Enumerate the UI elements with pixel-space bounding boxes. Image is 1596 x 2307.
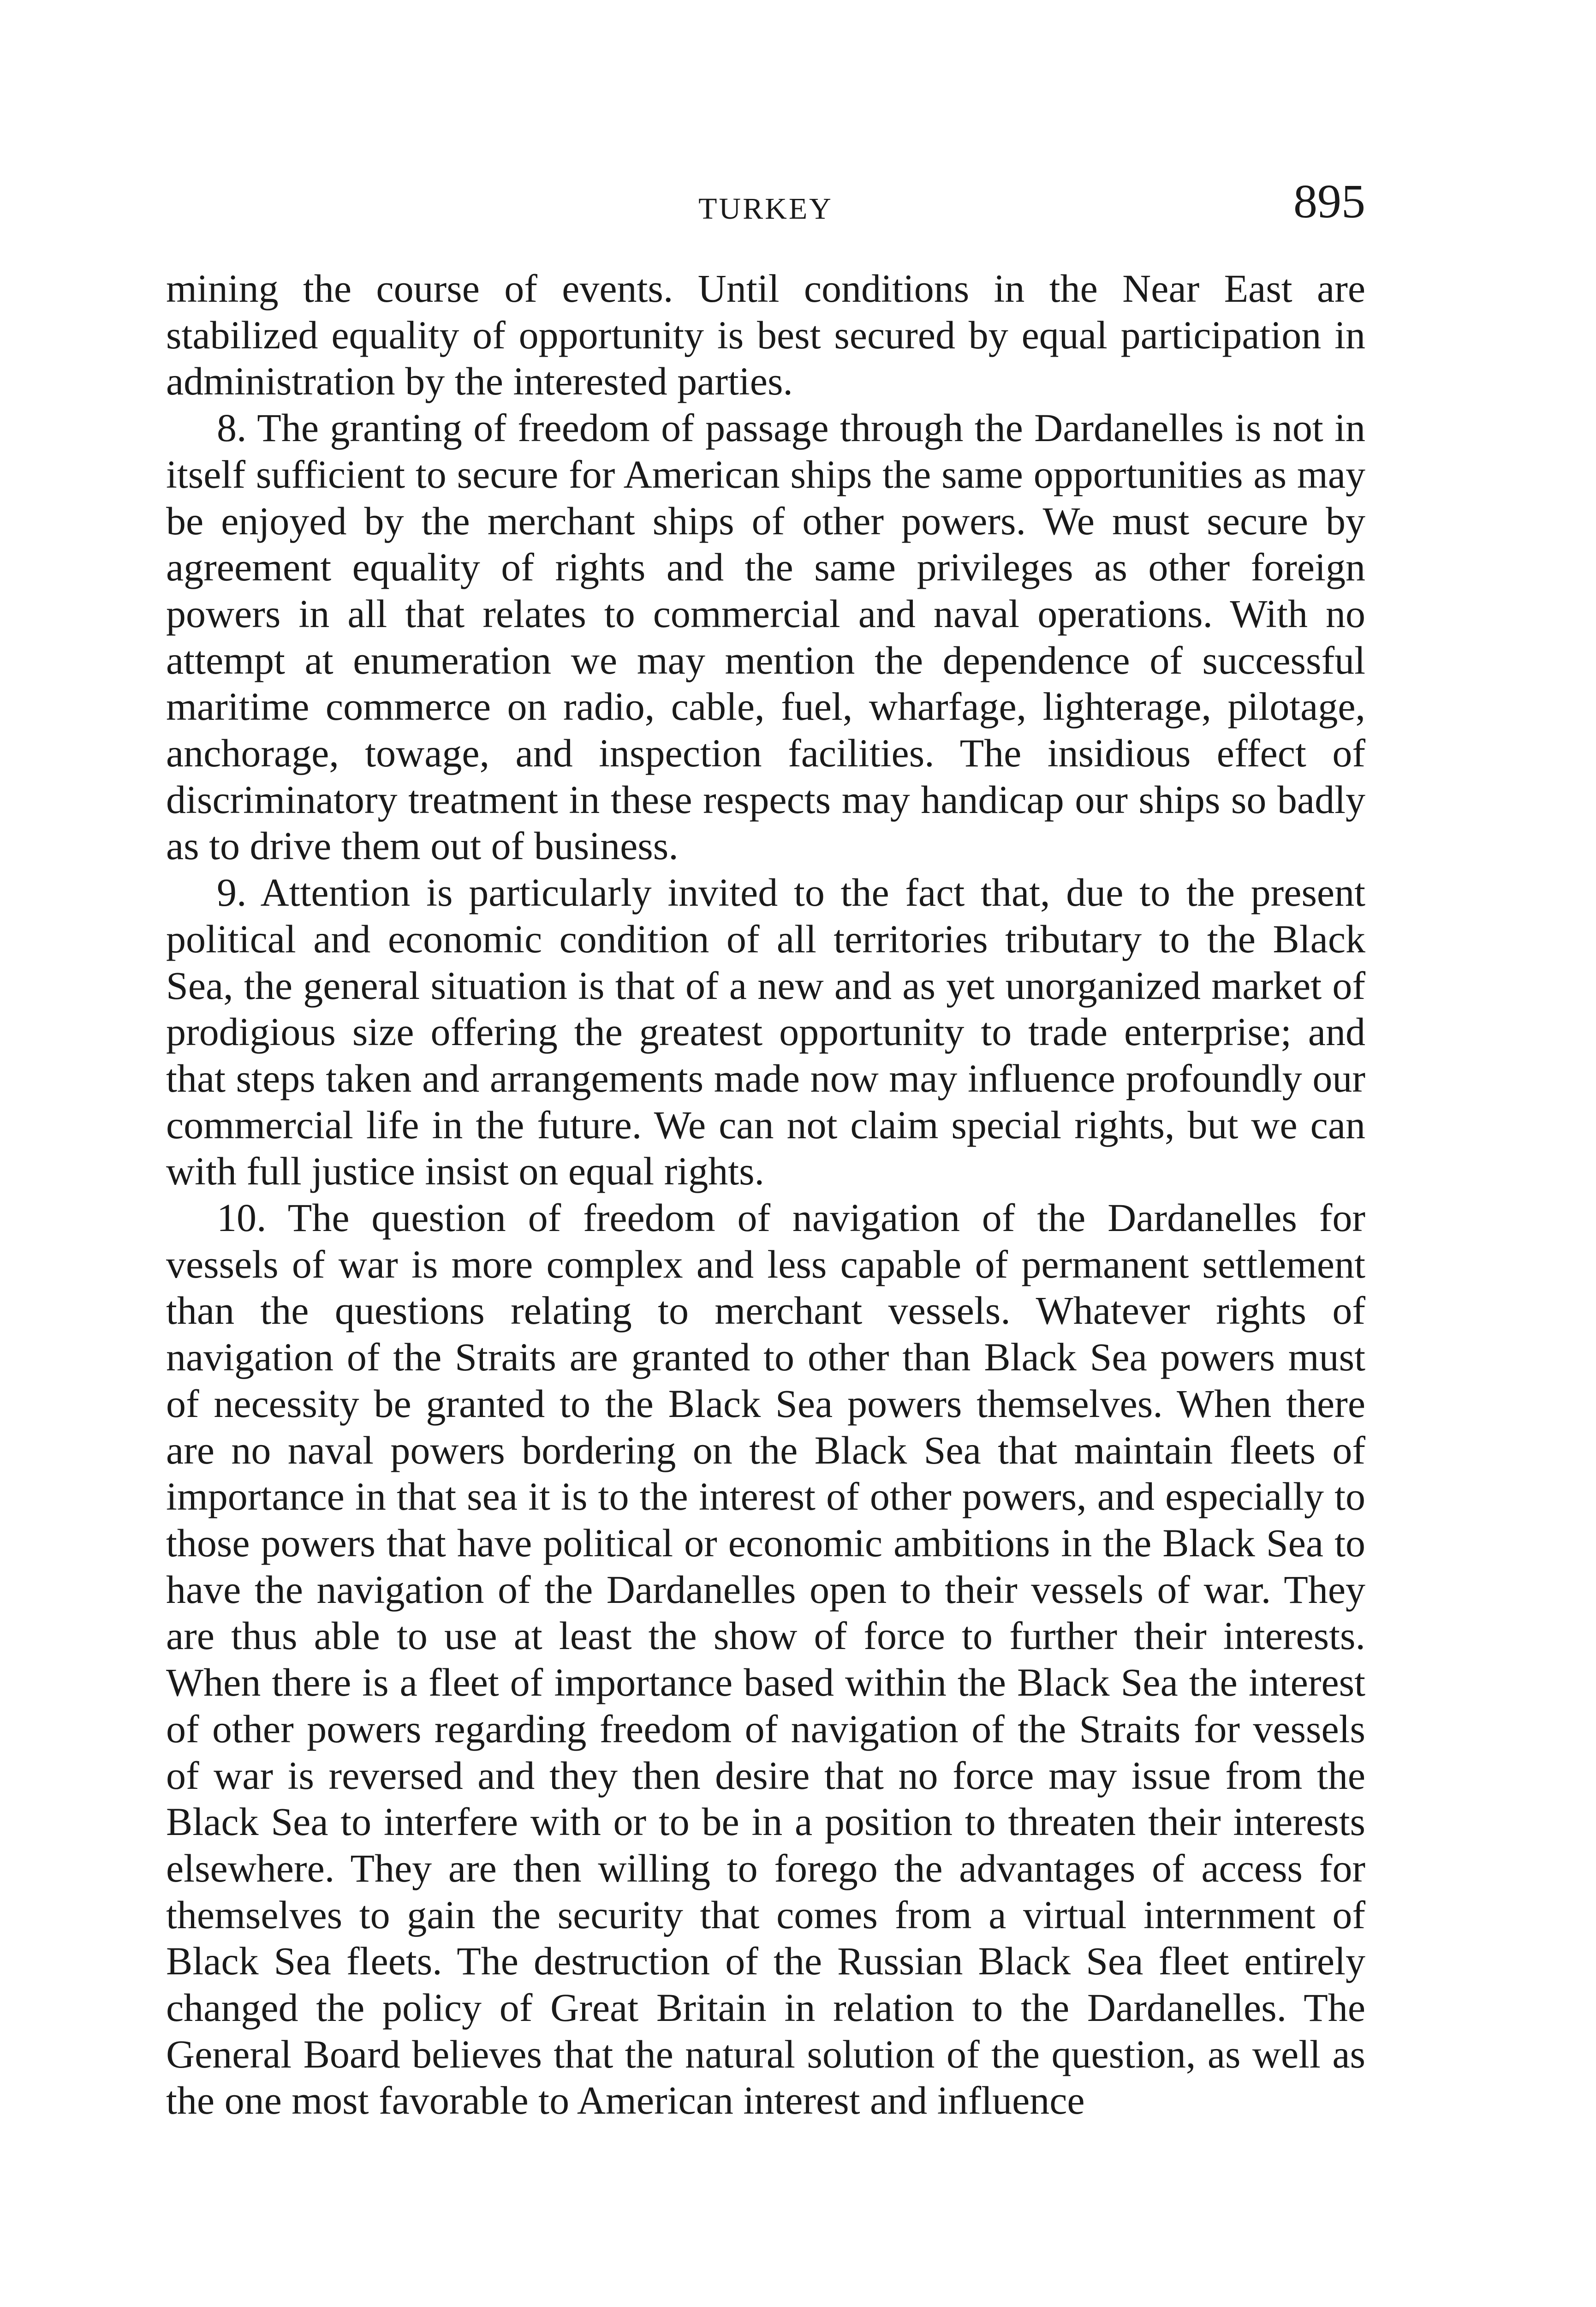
paragraph-8: 8. The granting of freedom of passage through the Dardanelles is not in itself sufficient to secure for American ships the same opportunities as may be enjoyed by the merchant ships of other powers. We must secure by agreement equality of rights and the same privileges as other foreign powers in all that relates to commercial and naval operations. With no attempt at enumeration we may mention the dependence of successful maritime commerce on radio, cable, fuel, wharfage, lighterage, pilotage, anchorage, towage, and inspection facilities. The insidious effect of discriminatory treatment in these respects may handicap our ships so badly as to drive them out of business.: [166, 406, 1365, 868]
running-title: TURKEY: [698, 192, 833, 226]
paragraph-continuation: mining the course of events. Until conditions in the Near East are stabilized equality of opportunity is best secured by equal participation in administration by the interested parties.: [166, 266, 1365, 404]
page-number: 895: [1293, 175, 1365, 228]
running-header: [166, 175, 1365, 238]
body-text: [166, 265, 1365, 2124]
paragraph-9: 9. Attention is particularly invited to the fact that, due to the present political and economic condition of all territories tributary to the Black Sea, the general situation is that of a new and as yet unorganized market of prodigious size offering the greatest opportunity to trade enterprise; and that steps taken and arrangements made now may influence profoundly our commercial life in the future. We can not claim special rights, but we can with full justice insist on equal rights.: [166, 870, 1365, 1194]
paragraph-10: 10. The question of freedom of navigation of the Dardanelles for vessels of war is more complex and less capable of permanent settlement than the questions relating to merchant vessels. Whatever rights of navigation of the Straits are granted to other than Black Sea powers must of necessity be granted to the Black Sea powers themselves. When there are no naval powers bordering on the Black Sea that maintain fleets of importance in that sea it is to the interest of other powers, and especially to those powers that have political or economic ambitions in the Black Sea to have the navigation of the Dardanelles open to their vessels of war. They are thus able to use at least the show of force to further their interests. When there is a fleet of importance based within the Black Sea the interest of other powers regarding freedom of navigation of the Straits for vessels of war is reversed and they then desire that no force may issue from the Black Sea to interfere with or to be in a position to threaten their interests elsewhere. They are then willing to forego the advantages of access for themselves to gain the security that comes from a virtual internment of Black Sea fleets. The destruction of the Russian Black Sea fleet entirely changed the policy of Great Britain in relation to the Dardanelles. The General Board believes that the natural solution of the question, as well as the one most favorable to American interest and influence: [166, 1195, 1365, 2123]
